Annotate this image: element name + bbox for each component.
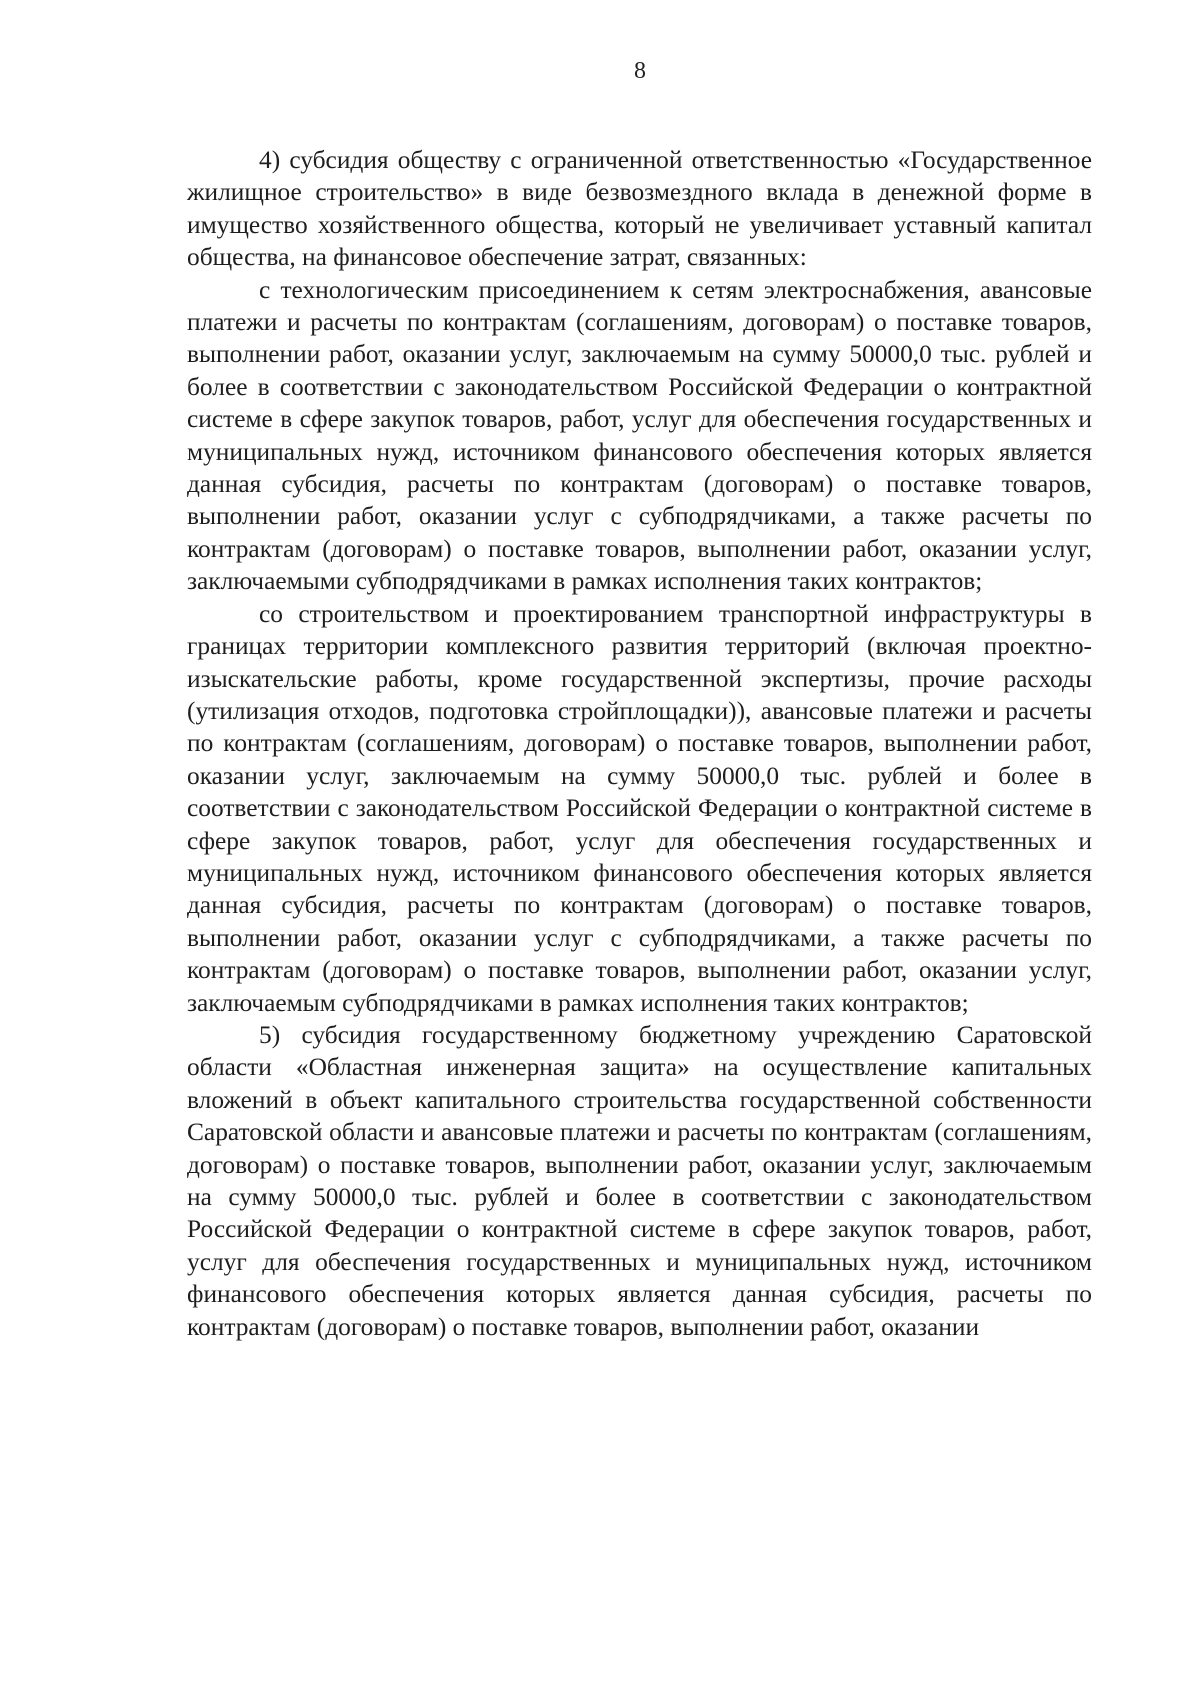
paragraph-item-4-subsidy: 4) субсидия обществу с ограниченной ответственностью «Государственное жилищное строительство» в виде безвозмездного вклада в денежной форме в имущество хозяйственного общества, который не увеличивает уставный капитал общества, на финансовое обеспечение затрат, связанных: bbox=[187, 146, 1092, 272]
paragraph-transport-infrastructure: со строительством и проектированием транспортной инфраструктуры в границах территории комплексного развития территорий (включая проектно-изыскательские работы, кроме государственной экспертизы, прочие расходы (утилизация отходов, подготовка стройплощадки)), авансовые платежи и расчеты по контрактам (соглашениям, договорам) о поставке товаров, выполнении работ, оказании услуг, заключаемым на сумму 50000,0 тыс. рублей и более в соответствии с законодательством Российской Федерации о контрактной системе в сфере закупок товаров, работ, услуг для обеспечения государственных и муниципальных нужд, источником финансового обеспечения которых является данная субсидия, расчеты по контрактам (договорам) о поставке товаров, выполнении работ, оказании услуг с субподрядчиками, а также расчеты по контрактам (договорам) о поставке товаров, выполнении работ, оказании услуг, заключаемым субподрядчиками в рамках исполнения таких контрактов; bbox=[187, 599, 1092, 1017]
paragraph-tech-connection: с технологическим присоединением к сетям электроснабжения, авансовые платежи и расчеты по контрактам (соглашениям, договорам) о поставке товаров, выполнении работ, оказании услуг, заключаемым на сумму 50000,0 тыс. рублей и более в соответствии с законодательством Российской Федерации о контрактной системе в сфере закупок товаров, работ, услуг для обеспечения государственных и муниципальных нужд, источником финансового обеспечения которых является данная субсидия, расчеты по контрактам (договорам) о поставке товаров, выполнении работ, оказании услуг с субподрядчиками, а также расчеты по контрактам (договорам) о поставке товаров, выполнении работ, оказании услуг, заключаемыми субподрядчиками в рамках исполнения таких контрактов; bbox=[187, 275, 1092, 596]
document-body bbox=[187, 144, 1092, 1343]
paragraph-item-5-subsidy: 5) субсидия государственному бюджетному учреждению Саратовской области «Областная инженерная защита» на осуществление капитальных вложений в объект капитального строительства государственной собственности Саратовской области и авансовые платежи и расчеты по контрактам (соглашениям, договорам) о поставке товаров, выполнении работ, оказании услуг, заключаемым на сумму 50000,0 тыс. рублей и более в соответствии с законодательством Российской Федерации о контрактной системе в сфере закупок товаров, работ, услуг для обеспечения государственных и муниципальных нужд, источником финансового обеспечения которых является данная субсидия, расчеты по контрактам (договорам) о поставке товаров, выполнении работ, оказании bbox=[187, 1020, 1092, 1341]
page-number: 8 bbox=[634, 58, 646, 84]
